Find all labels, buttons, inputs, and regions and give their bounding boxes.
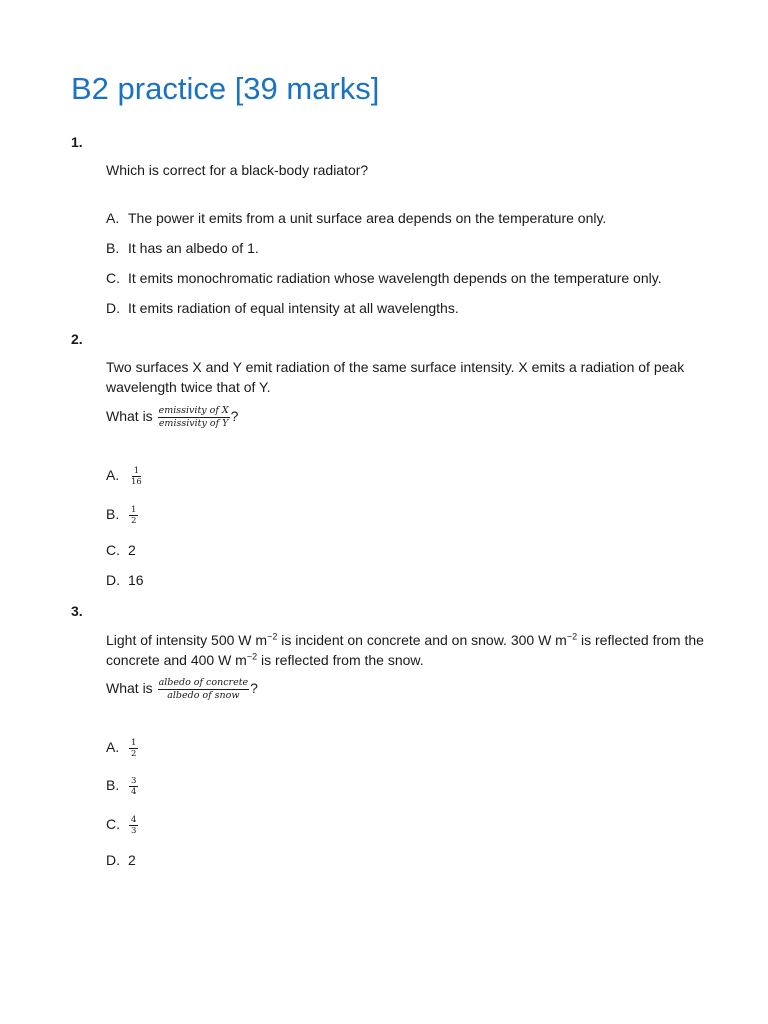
fraction-numerator: 3 <box>131 776 137 786</box>
option-fraction <box>129 776 138 797</box>
fraction-numerator: 1 <box>133 466 140 476</box>
question-3-option-a <box>106 738 138 759</box>
question-mark: ? <box>230 408 239 425</box>
fraction-denominator: albedo of snow <box>167 690 240 701</box>
emissivity-ratio-fraction <box>158 405 230 430</box>
fraction-numerator: 1 <box>131 505 137 515</box>
option-letter: D. <box>106 852 120 868</box>
fraction-numerator: emissivity of X <box>158 405 229 416</box>
page-title: B2 practice [39 marks] <box>71 71 380 106</box>
question-2-number: 2. <box>71 331 83 347</box>
option-text: It has an albedo of 1. <box>128 240 259 256</box>
option-fraction <box>129 466 144 487</box>
option-fraction <box>129 815 138 836</box>
question-2-prompt <box>106 405 238 430</box>
option-letter: D. <box>106 300 120 316</box>
exponent: −2 <box>566 631 578 642</box>
option-letter: A. <box>106 739 120 756</box>
question-1-option-d <box>106 300 459 316</box>
option-text: It emits monochromatic radiation whose wavelength depends on the temperature only. <box>128 270 662 286</box>
option-fraction <box>129 505 138 526</box>
fraction-denominator: 3 <box>131 826 137 836</box>
option-letter: C. <box>106 816 120 833</box>
question-3-text: Light of intensity 500 W $m^{-2}$ is incident on concrete and on snow. 300 W $m^{-2}$ is reflected from the concrete and 400 W $m^{-2}$ is reflected from the snow. <box>106 631 704 668</box>
question-3-number: 3. <box>71 603 83 619</box>
what-is-label: What is <box>106 680 153 697</box>
question-3-option-c <box>106 815 138 836</box>
option-letter: B. <box>106 777 120 794</box>
fraction-numerator: 4 <box>131 815 137 825</box>
fraction-denominator: 2 <box>131 749 137 759</box>
question-2-text: Two surfaces X and Y emit radiation of the same surface intensity. X emits a radiation of peak wavelength twice that of Y. <box>106 359 685 395</box>
option-letter: A. <box>106 467 120 484</box>
option-letter: D. <box>106 572 120 588</box>
what-is-label: What is <box>106 408 153 425</box>
question-1-number: 1. <box>71 134 83 150</box>
option-text: 16 <box>128 572 144 588</box>
option-text: 2 <box>128 542 136 558</box>
exponent: −2 <box>246 650 258 661</box>
fraction-denominator: emissivity of Y <box>158 418 229 429</box>
question-1-option-c <box>106 270 662 286</box>
option-letter: C. <box>106 542 120 558</box>
option-text: 2 <box>128 852 136 868</box>
fraction-denominator: 2 <box>131 516 137 526</box>
option-letter: B. <box>106 240 120 256</box>
question-3-option-b <box>106 776 138 797</box>
fraction-denominator: 16 <box>131 477 142 487</box>
question-2-option-b <box>106 505 138 526</box>
question-2-option-c <box>106 542 136 558</box>
fraction-numerator: 1 <box>131 738 137 748</box>
albedo-ratio-fraction <box>158 677 250 702</box>
option-fraction <box>129 738 138 759</box>
question-2-option-d <box>106 572 144 588</box>
option-letter: C. <box>106 270 120 286</box>
option-letter: A. <box>106 210 120 226</box>
question-1-option-a <box>106 210 606 226</box>
option-text: The power it emits from a unit surface area depends on the temperature only. <box>128 210 607 226</box>
option-letter: B. <box>106 506 120 523</box>
fraction-numerator: albedo of concrete <box>158 677 249 688</box>
question-2-option-a <box>106 466 144 487</box>
question-mark: ? <box>250 680 258 697</box>
fraction-denominator: 4 <box>131 787 137 797</box>
option-text: It emits radiation of equal intensity at all wavelengths. <box>128 300 459 316</box>
question-3-prompt <box>106 677 258 702</box>
question-1-option-b <box>106 240 259 256</box>
question-1-text: Which is correct for a black-body radiator? <box>106 162 369 178</box>
exponent: −2 <box>267 631 278 642</box>
question-3-option-d <box>106 852 136 868</box>
